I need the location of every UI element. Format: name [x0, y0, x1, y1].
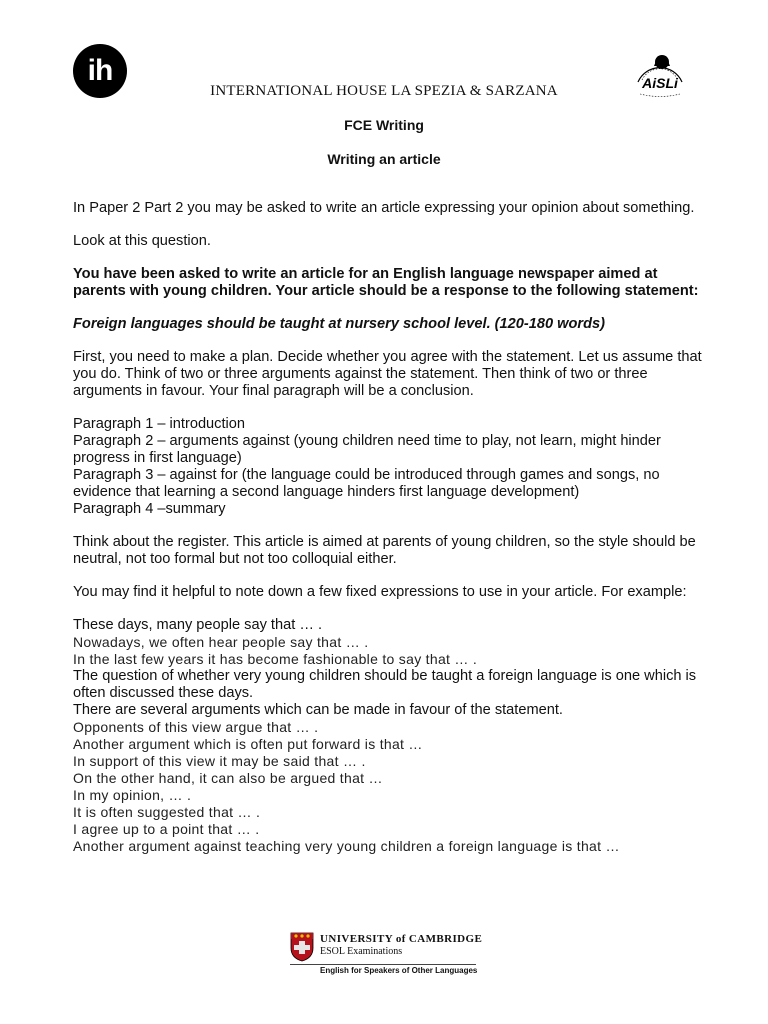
plan-paragraph: First, you need to make a plan. Decide whether you agree with the statement. Let us assume that you do. Think of two or three arguments against the statement. Then think of two or three arguments in favour. Your final paragraph will be a conclusion.	[73, 349, 702, 399]
document-title: FCE Writing	[344, 117, 424, 133]
look-paragraph: Look at this question.	[73, 233, 211, 249]
school-name: INTERNATIONAL HOUSE LA SPEZIA & SARZANA	[210, 83, 558, 99]
intro-paragraph: In Paper 2 Part 2 you may be asked to write an article expressing your opinion about something.	[73, 200, 695, 216]
paragraph-plan-item: Paragraph 3 – against for (the language could be introduced through games and songs, no evidence that learning a second language hinders first language development)	[73, 467, 660, 500]
esol-examinations: ESOL Examinations	[320, 946, 403, 957]
university-name: UNIVERSITY of CAMBRIDGE	[320, 933, 483, 945]
expression-item: Opponents of this view argue that … .	[73, 719, 319, 735]
ih-logo-text: ih	[87, 54, 113, 87]
expression-item: Another argument against teaching very young children a foreign language is that …	[73, 838, 620, 854]
expressions-list	[73, 617, 703, 855]
document-body	[73, 200, 703, 855]
expression-item: In support of this view it may be said that … .	[73, 753, 366, 769]
expression-item: There are several arguments which can be made in favour of the statement.	[73, 702, 563, 718]
expression-item: In my opinion, … .	[73, 787, 192, 803]
paragraph-plan-item: Paragraph 1 – introduction	[73, 416, 245, 432]
document-subtitle: Writing an article	[327, 151, 441, 167]
expression-item: I agree up to a point that … .	[73, 821, 260, 837]
statement-paragraph: Foreign languages should be taught at nursery school level. (120-180 words)	[73, 316, 605, 332]
expression-item: It is often suggested that … .	[73, 804, 261, 820]
expressions-intro: You may find it helpful to note down a few fixed expressions to use in your article. For example:	[73, 584, 687, 600]
register-paragraph: Think about the register. This article is aimed at parents of young children, so the style should be neutral, not too formal but not too colloquial either.	[73, 534, 696, 567]
cambridge-shield-icon	[290, 932, 314, 962]
expression-item: These days, many people say that … .	[73, 617, 323, 633]
footer-divider	[290, 964, 476, 965]
paragraph-plan-item: Paragraph 2 – arguments against (young children need time to play, not learn, might hinder progress in first language)	[73, 433, 661, 466]
task-paragraph: You have been asked to write an article for an English language newspaper aimed at parents with young children. Your article should be a response to the following statement:	[73, 266, 699, 299]
expression-item: In the last few years it has become fashionable to say that … .	[73, 651, 478, 667]
paragraph-plan-list	[73, 416, 703, 518]
esol-tagline: English for Speakers of Other Languages	[320, 966, 478, 975]
expression-item: On the other hand, it can also be argued that …	[73, 770, 383, 786]
expression-item: Nowadays, we often hear people say that … .	[73, 634, 369, 650]
expression-item: Another argument which is often put forward is that …	[73, 736, 423, 752]
paragraph-plan-item: Paragraph 4 –summary	[73, 501, 226, 517]
aisli-logo-text: AiSLi	[642, 75, 678, 91]
cambridge-esol-logo	[290, 932, 483, 976]
expression-item: The question of whether very young children should be taught a foreign language is one which is often discussed these days.	[73, 668, 697, 701]
